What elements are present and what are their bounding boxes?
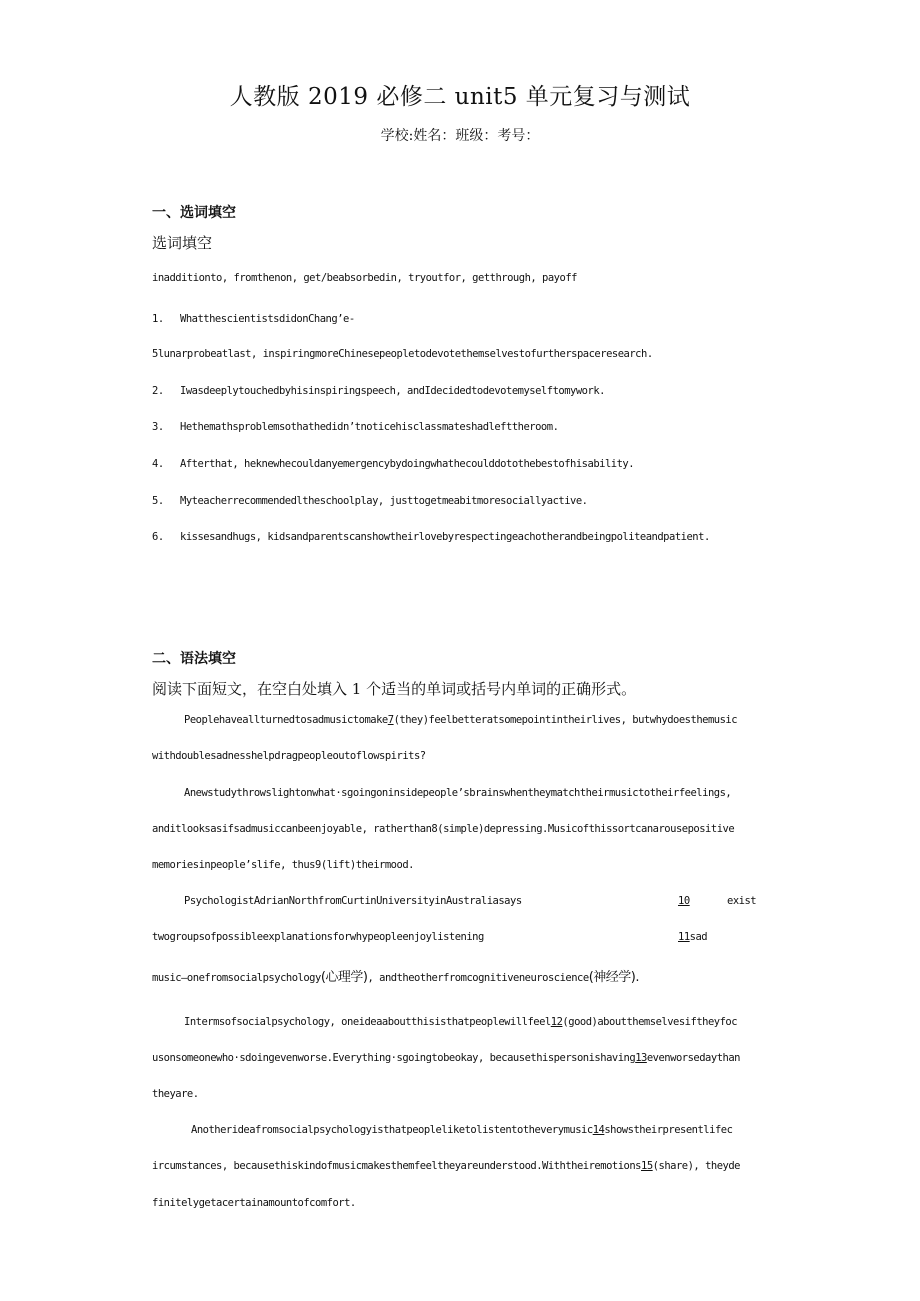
passage-line xyxy=(184,1016,737,1028)
section1-heading: 一、选词填空 xyxy=(152,205,236,221)
blank-11-line xyxy=(678,931,707,943)
section2-intro: 阅读下面短文，在空白处填入 1 个适当的单词或括号内单词的正确形式。 xyxy=(152,680,637,698)
text: evenworsedaythan xyxy=(646,1052,740,1064)
question-2 xyxy=(152,385,605,397)
question-text: Hethemathsproblemsothathedidn’tnoticehisclassmateshadlefttheroom. xyxy=(180,421,559,433)
text: Peoplehaveallturnedtosadmusictomake xyxy=(184,714,388,726)
question-number: 4. xyxy=(152,458,164,470)
passage-line: withdoublesadnesshelpdragpeopleoutoflowspirits? xyxy=(152,750,426,762)
question-number: 1. xyxy=(152,313,164,325)
passage-line: anditlooksasifsadmusiccanbeenjoyable, ratherthan8(simple)depressing.Musicofthissortcanarousepositive xyxy=(152,823,735,835)
question-number: 5. xyxy=(152,495,164,507)
student-info-line: 学校:姓名：班级：考号： xyxy=(380,128,540,144)
question-1-cont: 5lunarprobeatlast, inspiringmoreChinesepeopletodevotethemselvestofurtherspaceresearch. xyxy=(152,348,653,360)
passage-line xyxy=(184,714,737,726)
text: Intermsofsocialpsychology, oneideaaboutthisisthatpeoplewillfeel xyxy=(184,1016,551,1028)
passage-line: PsychologistAdrianNorthfromCurtinUniversityinAustraliasays xyxy=(184,895,522,907)
question-4 xyxy=(152,458,634,470)
document-title: 人教版 2019 必修二 unit5 单元复习与测试 xyxy=(229,84,691,110)
passage-line: theyare. xyxy=(152,1088,199,1100)
text: music—onefromsocialpsychology xyxy=(152,972,321,984)
text: (good)aboutthemselvesiftheyfoc xyxy=(562,1016,738,1028)
text: (心理学) xyxy=(320,970,368,985)
text: (they)feelbetteratsomepointintheirlives, butwhydoesthemusic xyxy=(393,714,738,726)
passage-line xyxy=(191,1124,732,1136)
question-text: Myteacherrecommendedltheschoolplay, justtogetmeabitmoresociallyactive. xyxy=(180,495,588,507)
text: (神经学). xyxy=(588,970,639,985)
text: sad xyxy=(689,931,708,943)
text: Anotherideafromsocialpsychologyisthatpeopleliketolistentotheverymusic xyxy=(191,1124,593,1136)
question-5 xyxy=(152,495,588,507)
section2-heading: 二、语法填空 xyxy=(152,651,236,667)
blank-15: 15 xyxy=(641,1160,653,1172)
word-bank: inadditionto, fromthenon, get/beabsorbedin, tryoutfor, getthrough, payoff xyxy=(152,272,577,284)
blank-12: 12 xyxy=(550,1016,563,1028)
question-1 xyxy=(152,313,355,325)
question-text: WhatthescientistsdidonChang’e- xyxy=(180,313,355,325)
passage-line: memoriesinpeople’slife, thus9(lift)theirmood. xyxy=(152,859,414,871)
text: , andtheotherfromcognitiveneuroscience xyxy=(367,972,589,984)
question-number: 3. xyxy=(152,421,164,433)
question-number: 2. xyxy=(152,385,164,397)
passage-line: finitelygetacertainamountofcomfort. xyxy=(152,1197,356,1209)
question-3 xyxy=(152,421,558,433)
question-number: 6. xyxy=(152,531,164,543)
passage-line: twogroupsofpossibleexplanationsforwhypeopleenjoylistening xyxy=(152,931,484,943)
question-6 xyxy=(152,531,710,543)
text: showstheirpresentlifec xyxy=(604,1124,733,1136)
blank-13: 13 xyxy=(635,1052,647,1064)
question-text: Iwasdeeplytouchedbyhisinspiringspeech, andIdecidedtodevotemyselftomywork. xyxy=(180,385,605,397)
blank-11: 11 xyxy=(678,931,690,943)
passage-line: exist xyxy=(727,895,757,907)
passage-line xyxy=(152,966,639,985)
section1-intro: 选词填空 xyxy=(152,234,213,252)
question-text: Afterthat, heknewhecouldanyemergencybydoingwhathecoulddotothebestofhisability. xyxy=(180,458,635,470)
question-text: kissesandhugs, kidsandparentscanshowtheirlovebyrespectingeachotherandbeingpoliteandpatient. xyxy=(180,531,710,543)
text: ircumstances, becausethiskindofmusicmakesthemfeeltheyareunderstood.Withtheiremotions xyxy=(152,1160,642,1172)
text: usonsomeonewho·sdoingevenworse.Everything·sgoingtobeokay, becausethispersonishaving xyxy=(152,1052,636,1064)
text: (share), theyde xyxy=(652,1160,740,1172)
passage-line xyxy=(152,1052,740,1064)
blank-7: 7 xyxy=(387,714,394,726)
passage-line xyxy=(152,1160,740,1172)
blank-14: 14 xyxy=(592,1124,605,1136)
passage-line: Anewstudythrowslightonwhat·sgoingoninsidepeople’sbrainswhentheymatchtheirmusictotheirfeelings, xyxy=(184,787,732,799)
blank-10: 10 xyxy=(678,895,690,907)
